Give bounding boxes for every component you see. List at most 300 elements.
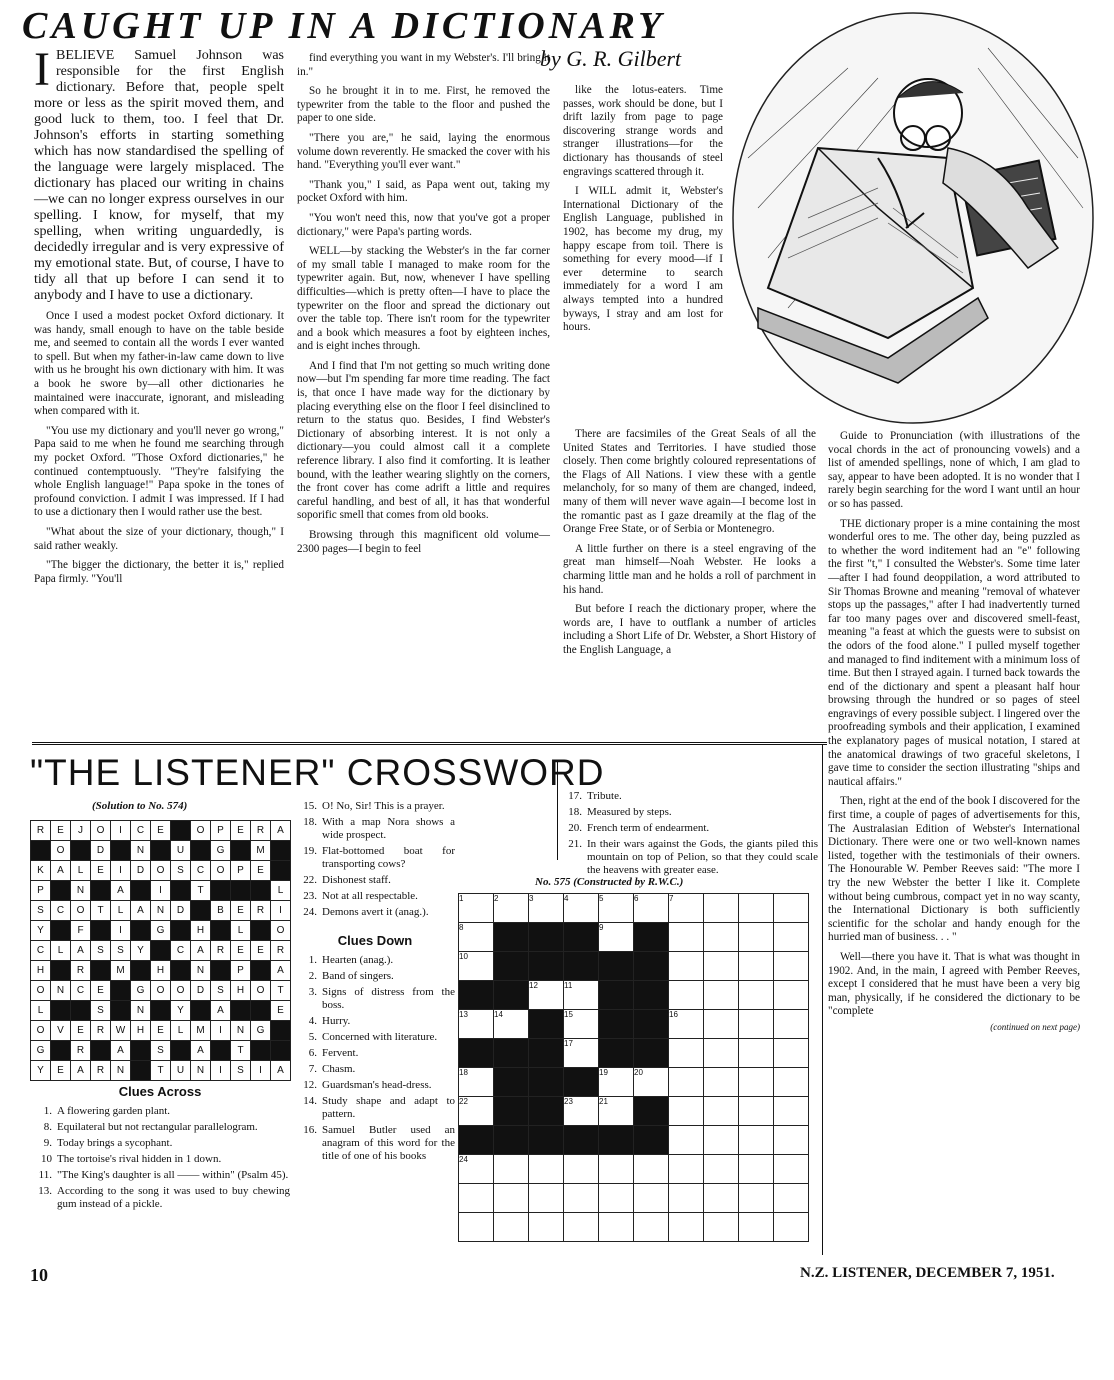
puzzle-cell[interactable]: 5 (599, 894, 634, 923)
puzzle-cell[interactable] (704, 923, 739, 952)
solution-cell: P (231, 961, 251, 981)
clue-text: Band of singers. (322, 970, 394, 982)
puzzle-cell[interactable] (634, 923, 669, 952)
solution-cell: I (211, 1061, 231, 1081)
article-paragraph: find everything you want in my Webster's. I'll bring it in." (297, 52, 550, 78)
puzzle-cell[interactable] (774, 1010, 809, 1039)
puzzle-cell[interactable] (459, 981, 494, 1010)
solution-cell: A (191, 941, 211, 961)
puzzle-cell[interactable]: 14 (494, 1010, 529, 1039)
clue (560, 806, 818, 819)
puzzle-label: No. 575 (Constructed by R.W.C.) (535, 876, 684, 888)
article-paragraph: There are facsimiles of the Great Seals of all the United States and Territories. I have studied those closely. Then come brightly coloured representations of the Flags of All Nations. I view these with a gentle melancholy, for so many of them are changed, indeed, many of them will never wave again—I become lost in the romantic past as I gaze dreamily at the flag of the Orange Free State, or of Serbia or Montenegro. (563, 428, 816, 536)
solution-cell: H (191, 921, 211, 941)
clue-number: 4. (308, 1015, 317, 1027)
puzzle-cell[interactable] (494, 1126, 529, 1155)
article-paragraph: So he brought it in to me. First, he removed the typewriter from the table to the floor and pushed the paper to one side. (297, 85, 550, 125)
clue-text: A flowering garden plant. (57, 1105, 171, 1117)
clue (295, 1031, 455, 1044)
clue (30, 1185, 290, 1211)
solution-cell: A (111, 881, 131, 901)
puzzle-cell[interactable] (704, 1184, 739, 1213)
clues-across (30, 1078, 290, 1214)
puzzle-cell[interactable] (459, 1213, 494, 1242)
article-column-3-lower (563, 428, 816, 664)
solution-cell: C (71, 981, 91, 1001)
solution-cell: A (131, 901, 151, 921)
puzzle-cell[interactable] (739, 1097, 774, 1126)
puzzle-cell[interactable] (739, 981, 774, 1010)
puzzle-cell[interactable]: 23 (564, 1097, 599, 1126)
solution-cell (51, 1041, 71, 1061)
solution-cell: E (71, 1021, 91, 1041)
solution-cell (231, 841, 251, 861)
puzzle-cell[interactable] (494, 923, 529, 952)
solution-cell: H (151, 961, 171, 981)
puzzle-cell[interactable]: 20 (634, 1068, 669, 1097)
puzzle-cell[interactable] (494, 1213, 529, 1242)
puzzle-cell[interactable]: 9 (599, 923, 634, 952)
solution-cell: T (151, 1061, 171, 1081)
solution-cell (171, 1041, 191, 1061)
solution-cell: R (71, 1041, 91, 1061)
solution-cell: D (91, 841, 111, 861)
solution-cell (191, 841, 211, 861)
clue (295, 816, 455, 842)
solution-cell: C (51, 901, 71, 921)
solution-cell: S (31, 901, 51, 921)
solution-cell: M (111, 961, 131, 981)
puzzle-cell[interactable] (669, 1126, 704, 1155)
solution-cell (171, 821, 191, 841)
clue (295, 874, 455, 887)
puzzle-cell[interactable] (739, 1184, 774, 1213)
solution-cell: N (51, 981, 71, 1001)
puzzle-cell[interactable] (739, 1068, 774, 1097)
puzzle-cell[interactable] (494, 1039, 529, 1068)
puzzle-cell[interactable] (704, 1068, 739, 1097)
puzzle-cell[interactable] (669, 1039, 704, 1068)
puzzle-cell[interactable]: 16 (669, 1010, 704, 1039)
puzzle-cell[interactable] (774, 1155, 809, 1184)
puzzle-cell[interactable] (774, 1068, 809, 1097)
puzzle-cell[interactable] (739, 923, 774, 952)
puzzle-cell[interactable] (669, 1184, 704, 1213)
solution-cell: A (271, 821, 291, 841)
solution-cell: V (51, 1021, 71, 1041)
article-title: CAUGHT UP IN A DICTIONARY (22, 5, 666, 47)
solution-cell (131, 1041, 151, 1061)
puzzle-cell[interactable] (739, 1039, 774, 1068)
clue-text: Tribute. (587, 790, 622, 802)
puzzle-cell[interactable] (739, 952, 774, 981)
solution-cell: N (71, 881, 91, 901)
solution-cell: A (51, 861, 71, 881)
solution-cell: O (271, 921, 291, 941)
page-number: 10 (30, 1265, 48, 1285)
solution-cell: C (191, 861, 211, 881)
solution-cell: R (91, 1061, 111, 1081)
puzzle-cell[interactable] (774, 894, 809, 923)
puzzle-cell[interactable] (529, 1039, 564, 1068)
solution-cell: I (271, 901, 291, 921)
clue-number: 8. (43, 1121, 52, 1133)
puzzle-cell[interactable] (599, 981, 634, 1010)
solution-cell: Y (31, 1061, 51, 1081)
solution-cell: R (211, 941, 231, 961)
solution-cell (111, 1001, 131, 1021)
puzzle-cell[interactable] (634, 952, 669, 981)
clue-number: 16. (303, 1124, 317, 1136)
puzzle-cell[interactable] (669, 1155, 704, 1184)
clue-number: 11. (38, 1169, 52, 1181)
article-paragraph: I WILL admit it, Webster's International Dictionary of the English Language, published in 1902, has become my drug, my happy escape from toil. There is something for every mood—if I ever determine to search immediately for a word I am always tempted into a hundred byways, I stray and am lost for hours. (563, 185, 723, 334)
puzzle-cell[interactable] (634, 981, 669, 1010)
solution-cell (171, 881, 191, 901)
puzzle-cell[interactable] (774, 952, 809, 981)
puzzle-cell[interactable] (704, 981, 739, 1010)
puzzle-cell[interactable] (739, 1155, 774, 1184)
clue-text: In their wars against the Gods, the giants piled this mountain on top of Pelion, so that they could scale the heavens with greater ease. (587, 838, 818, 876)
solution-cell (211, 921, 231, 941)
solution-cell: S (171, 861, 191, 881)
clue (30, 1121, 290, 1134)
clue-number: 5. (308, 1031, 317, 1043)
solution-cell (151, 941, 171, 961)
puzzle-cell[interactable]: 17 (564, 1039, 599, 1068)
puzzle-cell[interactable] (634, 1097, 669, 1126)
clue-number: 7. (308, 1063, 317, 1075)
puzzle-cell[interactable] (599, 952, 634, 981)
puzzle-cell[interactable] (704, 1097, 739, 1126)
puzzle-cell[interactable] (599, 1126, 634, 1155)
solution-cell: I (111, 821, 131, 841)
article-paragraph: Then, right at the end of the book I discovered for the first time, a couple of pages of advertisements for this, The Australasian Edition of Webster's International Dictionary. There were one or two well-known names listed, together with the testimonials of their owners. The Honourable W. Pember Reeves said: "The more I try the new Webster the better I like it. Complete without being cumbrous, compact yet in no way scanty, the International Dictionary is both sufficiently scientific for the scholar and handy enough for the hurried man of business. . . " (828, 795, 1080, 944)
solution-cell: E (51, 821, 71, 841)
puzzle-cell[interactable] (564, 1068, 599, 1097)
puzzle-cell[interactable]: 12 (529, 981, 564, 1010)
clues-across-continued (295, 800, 455, 1166)
clue-text: Guardsman's head-dress. (322, 1079, 432, 1091)
puzzle-cell[interactable] (669, 1068, 704, 1097)
solution-cell: G (211, 841, 231, 861)
puzzle-cell[interactable] (634, 1184, 669, 1213)
puzzle-cell[interactable] (529, 1184, 564, 1213)
solution-cell (231, 1001, 251, 1021)
solution-cell: P (31, 881, 51, 901)
puzzle-cell[interactable] (669, 1213, 704, 1242)
article-paragraph: "What about the size of your dictionary, though," I said rather weakly. (34, 525, 284, 552)
puzzle-cell[interactable] (494, 1155, 529, 1184)
puzzle-cell[interactable] (599, 1213, 634, 1242)
puzzle-cell[interactable] (704, 1126, 739, 1155)
clue-number: 2. (308, 970, 317, 982)
article-paragraph: Guide to Pronunciation (with illustrations of the vocal chords in the act of pronouncing vowels) and a list of amended spellings, none of which, I am glad to say, appear to have been adopted. It is no wonder that I rarely begin searching for the word I want until an hour or so has passed. (828, 430, 1080, 510)
article-paragraph: IBELIEVE Samuel Johnson was responsible for the first English dictionary. Before that, people spelt more or less as the spirit moved them, and good luck to them, too. I feel that Dr. Johnson's efforts in starting something which has now standardised the spelling of the language were largely misplaced. The dictionary has placed our writing in chains—we can no longer express ourselves in our spelling. I know, for myself, that my spelling, when writing unguardedly, is decidedly irregular and is very expressive of my emotional state. But, of course, I have to tidy all that up before I can send it to anybody and I have to use a dictionary. (34, 43, 284, 303)
solution-cell: R (271, 941, 291, 961)
puzzle-cell[interactable] (494, 1068, 529, 1097)
puzzle-cell[interactable] (564, 923, 599, 952)
clue-number: 18. (303, 816, 317, 828)
solution-cell (91, 1041, 111, 1061)
puzzle-cell[interactable]: 19 (599, 1068, 634, 1097)
solution-cell: N (191, 1061, 211, 1081)
puzzle-cell[interactable]: 13 (459, 1010, 494, 1039)
puzzle-cell[interactable]: 10 (459, 952, 494, 981)
puzzle-cell[interactable] (739, 1126, 774, 1155)
puzzle-cell[interactable] (669, 1097, 704, 1126)
solution-cell (151, 1001, 171, 1021)
solution-cell: O (31, 1021, 51, 1041)
puzzle-cell[interactable] (669, 952, 704, 981)
puzzle-cell[interactable] (459, 1039, 494, 1068)
clue-text: Flat-bottomed boat for transporting cows? (322, 845, 455, 870)
puzzle-cell[interactable] (599, 1155, 634, 1184)
solution-cell: O (211, 861, 231, 881)
puzzle-cell[interactable] (704, 1010, 739, 1039)
puzzle-cell[interactable] (634, 1126, 669, 1155)
puzzle-cell[interactable] (704, 894, 739, 923)
solution-cell: H (231, 981, 251, 1001)
clue-text: "The King's daughter is all —— within" (Psalm 45). (57, 1169, 289, 1181)
puzzle-cell[interactable]: 21 (599, 1097, 634, 1126)
clue-text: Chasm. (322, 1063, 356, 1075)
clue (560, 838, 818, 877)
puzzle-cell[interactable]: 6 (634, 894, 669, 923)
solution-cell (211, 961, 231, 981)
puzzle-cell[interactable] (529, 923, 564, 952)
puzzle-cell[interactable] (634, 1155, 669, 1184)
clue (295, 890, 455, 903)
clue-number: 9. (43, 1137, 52, 1149)
solution-cell: E (151, 1021, 171, 1041)
solution-cell: D (131, 861, 151, 881)
puzzle-cell[interactable] (599, 1184, 634, 1213)
solution-cell: L (71, 861, 91, 881)
solution-cell (51, 921, 71, 941)
puzzle-cell[interactable] (774, 981, 809, 1010)
solution-cell: R (71, 961, 91, 981)
clue-number: 21. (568, 838, 582, 850)
puzzle-cell[interactable] (599, 1010, 634, 1039)
puzzle-cell[interactable] (739, 894, 774, 923)
solution-cell: E (91, 861, 111, 881)
solution-cell: I (111, 861, 131, 881)
article-paragraph: Browsing through this magnificent old volume—2300 pages—I begin to feel (297, 529, 550, 555)
solution-cell: I (251, 1061, 271, 1081)
solution-cell: K (31, 861, 51, 881)
solution-cell (271, 861, 291, 881)
solution-cell: P (211, 821, 231, 841)
puzzle-cell[interactable] (529, 1155, 564, 1184)
clue-number: 17. (568, 790, 582, 802)
puzzle-cell[interactable] (634, 1039, 669, 1068)
article-paragraph: like the lotus-eaters. Time passes, work should be done, but I drift lazily from page to page discovering strange words and stranger illustrations—for the dictionary has thousands of steel engravings scattered through it. (563, 84, 723, 178)
puzzle-cell[interactable]: 22 (459, 1097, 494, 1126)
puzzle-cell[interactable] (739, 1010, 774, 1039)
puzzle-cell[interactable] (494, 1097, 529, 1126)
solution-cell: E (251, 861, 271, 881)
solution-cell: E (91, 981, 111, 1001)
puzzle-cell[interactable]: 15 (564, 1010, 599, 1039)
article-column-4 (828, 430, 1080, 1035)
puzzle-cell[interactable]: 11 (564, 981, 599, 1010)
puzzle-cell[interactable] (774, 1184, 809, 1213)
puzzle-cell[interactable] (634, 1010, 669, 1039)
solution-cell: O (51, 841, 71, 861)
solution-cell: W (111, 1021, 131, 1041)
solution-cell: C (31, 941, 51, 961)
solution-cell: E (231, 901, 251, 921)
puzzle-cell[interactable]: 2 (494, 894, 529, 923)
solution-cell: U (171, 841, 191, 861)
puzzle-cell[interactable] (564, 1184, 599, 1213)
puzzle-cell[interactable] (494, 981, 529, 1010)
puzzle-cell[interactable]: 7 (669, 894, 704, 923)
solution-cell: T (91, 901, 111, 921)
clue-text: According to the song it was used to buy chewing gum instead of a pickle. (57, 1185, 290, 1210)
article-paragraph: Well—there you have it. That is what was thought in 1902. And, in the main, I agreed with Pember Reeves, except I considered that he must have been a very big man, physically, if he considered the dictionary to be "complete (828, 950, 1080, 1018)
puzzle-cell[interactable] (529, 1097, 564, 1126)
issue-line: N.Z. LISTENER, DECEMBER 7, 1951. (800, 1265, 1055, 1281)
puzzle-cell[interactable] (774, 923, 809, 952)
puzzle-cell[interactable] (704, 1039, 739, 1068)
clue-text: Not at all respectable. (322, 890, 418, 902)
dictionary-illustration (728, 8, 1098, 426)
puzzle-cell[interactable] (494, 1184, 529, 1213)
solution-cell: H (131, 1021, 151, 1041)
clue-text: With a map Nora shows a wide prospect. (322, 816, 455, 841)
solution-cell: I (151, 881, 171, 901)
puzzle-cell[interactable] (774, 1126, 809, 1155)
article-paragraph: "There you are," he said, laying the enormous volume down reverently. He smacked the cover with his hand. "Everything you'll ever want." (297, 131, 550, 172)
article-paragraph: "Thank you," I said, as Papa went out, taking my pocket Oxford with him. (297, 178, 550, 205)
solution-cell (91, 961, 111, 981)
solution-cell: G (31, 1041, 51, 1061)
clues-across-heading: Clues Across (118, 1084, 202, 1099)
clue-number: 23. (303, 890, 317, 902)
clue-number: 20. (568, 822, 582, 834)
solution-cell: C (171, 941, 191, 961)
crossword-title: "THE LISTENER" CROSSWORD (30, 752, 605, 793)
puzzle-cell[interactable]: 24 (459, 1155, 494, 1184)
solution-cell: N (191, 961, 211, 981)
clue-text: Concerned with literature. (322, 1031, 438, 1043)
puzzle-cell[interactable] (774, 1039, 809, 1068)
puzzle-cell[interactable] (529, 1010, 564, 1039)
solution-cell: E (51, 1061, 71, 1081)
puzzle-cell[interactable] (669, 923, 704, 952)
puzzle-cell[interactable]: 3 (529, 894, 564, 923)
puzzle-cell[interactable] (529, 1213, 564, 1242)
puzzle-cell[interactable]: 4 (564, 894, 599, 923)
solution-cell: F (71, 921, 91, 941)
solution-cell (171, 961, 191, 981)
solution-cell (191, 1001, 211, 1021)
clue-number: 22. (303, 874, 317, 886)
solution-cell: O (191, 821, 211, 841)
solution-cell: R (251, 821, 271, 841)
puzzle-cell[interactable]: 1 (459, 894, 494, 923)
solution-cell: I (211, 1021, 231, 1041)
puzzle-cell[interactable] (494, 952, 529, 981)
puzzle-cell[interactable]: 8 (459, 923, 494, 952)
solution-cell: O (71, 901, 91, 921)
puzzle-cell[interactable] (599, 1039, 634, 1068)
puzzle-cell[interactable] (564, 1126, 599, 1155)
solution-cell: S (211, 981, 231, 1001)
clue-text: Today brings a sycophant. (57, 1137, 173, 1149)
puzzle-cell[interactable] (704, 1155, 739, 1184)
clues-down-heading: Clues Down (337, 933, 413, 948)
clue (560, 822, 818, 835)
puzzle-cell[interactable] (459, 1126, 494, 1155)
clue-number: 15. (303, 800, 317, 812)
puzzle-cell[interactable] (529, 952, 564, 981)
solution-cell (211, 881, 231, 901)
puzzle-cell[interactable] (564, 1213, 599, 1242)
clue-number: 24. (303, 906, 317, 918)
solution-cell: G (131, 981, 151, 1001)
article-paragraph: "You use my dictionary and you'll never go wrong," Papa said to me when he found me searching through my pocket Oxford. "Those Oxford dictionaries," he continued contemptuously. "They're falsifying the whole English language!" Papa spoke in the tones of profound conviction. I admit I was impressed. If I had to use a dictionary then I would rather use the best. (34, 424, 284, 519)
solution-cell (51, 1001, 71, 1021)
puzzle-cell[interactable] (529, 1126, 564, 1155)
puzzle-cell[interactable] (529, 1068, 564, 1097)
solution-cell: A (111, 1041, 131, 1061)
clue-text: Study shape and adapt to pattern. (322, 1095, 455, 1120)
puzzle-cell[interactable] (564, 1155, 599, 1184)
puzzle-cell[interactable] (564, 952, 599, 981)
solution-cell: A (271, 961, 291, 981)
puzzle-cell[interactable] (669, 981, 704, 1010)
puzzle-cell[interactable] (774, 1097, 809, 1126)
solution-cell (71, 1001, 91, 1021)
solution-cell: L (171, 1021, 191, 1041)
solution-label: (Solution to No. 574) (92, 800, 188, 812)
puzzle-grid (458, 893, 809, 1242)
solution-cell: S (151, 1041, 171, 1061)
puzzle-cell[interactable]: 18 (459, 1068, 494, 1097)
clue-number: 19. (303, 845, 317, 857)
puzzle-cell[interactable] (704, 1213, 739, 1242)
puzzle-cell[interactable] (704, 952, 739, 981)
solution-cell (51, 961, 71, 981)
puzzle-cell[interactable] (459, 1184, 494, 1213)
clue-number: 12. (303, 1079, 317, 1091)
solution-cell (91, 881, 111, 901)
solution-cell (271, 841, 291, 861)
solution-cell: E (231, 941, 251, 961)
article-paragraph: Once I used a modest pocket Oxford dictionary. It was handy, small enough to have on the table beside me, and seemed to contain all the words I ever wanted to spell. But when my father-in-law came down to live with us he brought his own dictionary with him. It was a book he swore by—all other dictionaries he maintained were inaccurate, ignorant, and misleading when compared with it. (34, 310, 284, 418)
solution-grid (30, 820, 291, 1081)
article-paragraph: "The bigger the dictionary, the better it is," replied Papa firmly. "You'll (34, 559, 284, 585)
puzzle-cell[interactable] (774, 1213, 809, 1242)
article-column-3 (563, 84, 723, 341)
solution-cell: E (151, 821, 171, 841)
puzzle-cell[interactable] (739, 1213, 774, 1242)
puzzle-cell[interactable] (634, 1213, 669, 1242)
clue (295, 1015, 455, 1028)
section-divider (32, 742, 827, 745)
clue-text: Hurry. (322, 1015, 351, 1027)
solution-cell (271, 1021, 291, 1041)
solution-cell (251, 921, 271, 941)
solution-cell: Y (171, 1001, 191, 1021)
clue (295, 970, 455, 983)
solution-cell: H (31, 961, 51, 981)
article-column-1 (34, 43, 284, 592)
drop-cap: I (34, 43, 50, 96)
